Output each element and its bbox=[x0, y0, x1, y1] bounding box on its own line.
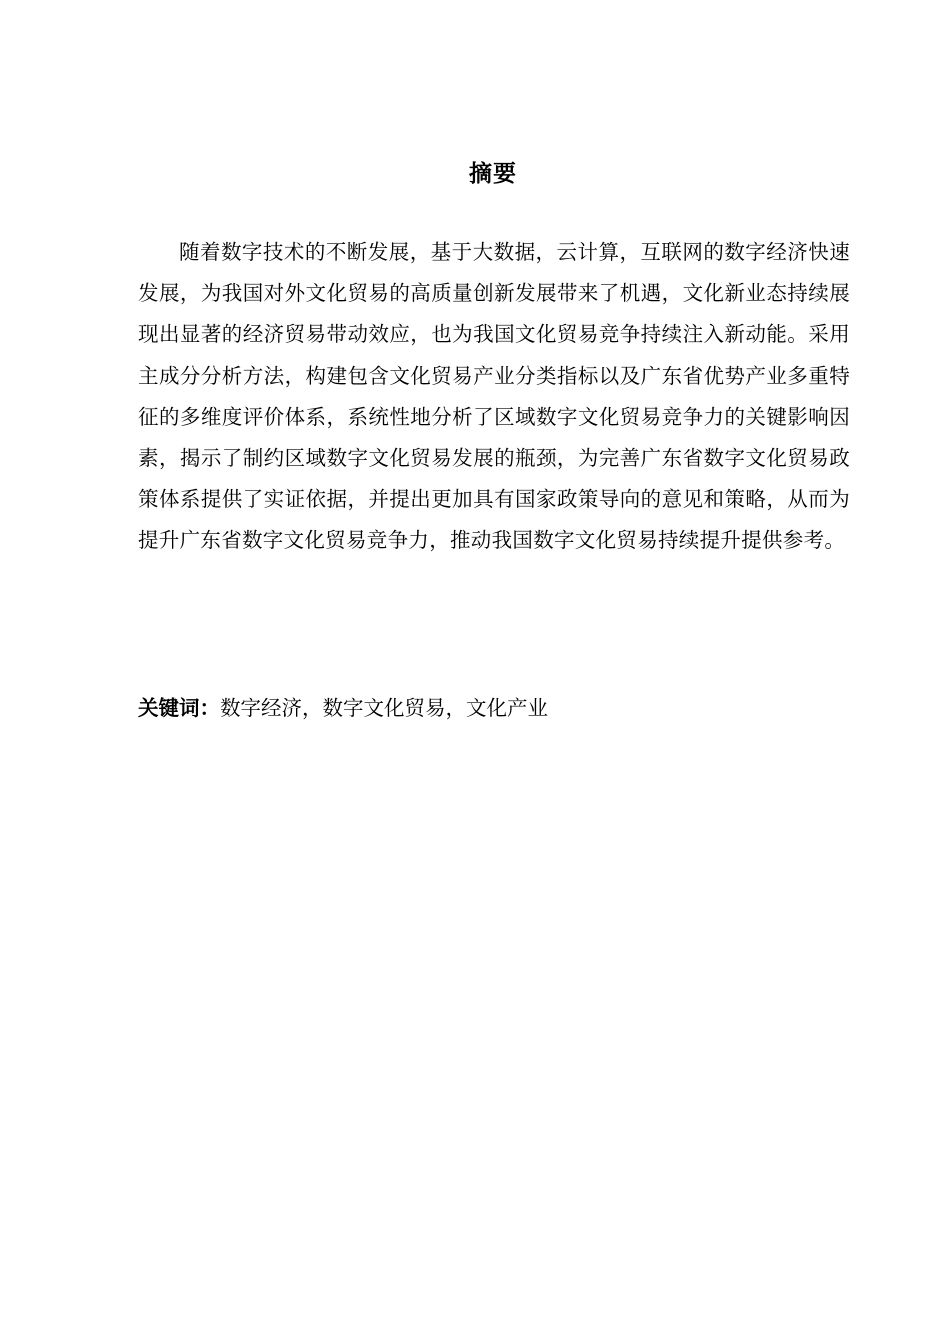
abstract-title: 摘要 bbox=[469, 161, 517, 187]
keywords-line bbox=[138, 690, 850, 726]
keywords-label: 关键词： bbox=[138, 696, 220, 720]
abstract-paragraph: 随着数字技术的不断发展，基于大数据，云计算，互联网的数字经济快速发展，为我国对外文化贸易的高质量创新发展带来了机遇，文化新业态持续展现出显著的经济贸易带动效应，也为我国文化贸易竞争持续注入新动能。采用主成分分析方法，构建包含文化贸易产业分类指标以及广东省优势产业多重特征的多维度评价体系，系统性地分析了区域数字文化贸易竞争力的关键影响因素，揭示了制约区域数字文化贸易发展的瓶颈，为完善广东省数字文化贸易政策体系提供了实证依据，并提出更加具有国家政策导向的意见和策略，从而为提升广东省数字文化贸易竞争力，推动我国数字文化贸易持续提升提供参考。 bbox=[138, 240, 850, 553]
keywords-text: 数字经济，数字文化贸易，文化产业 bbox=[220, 696, 548, 720]
